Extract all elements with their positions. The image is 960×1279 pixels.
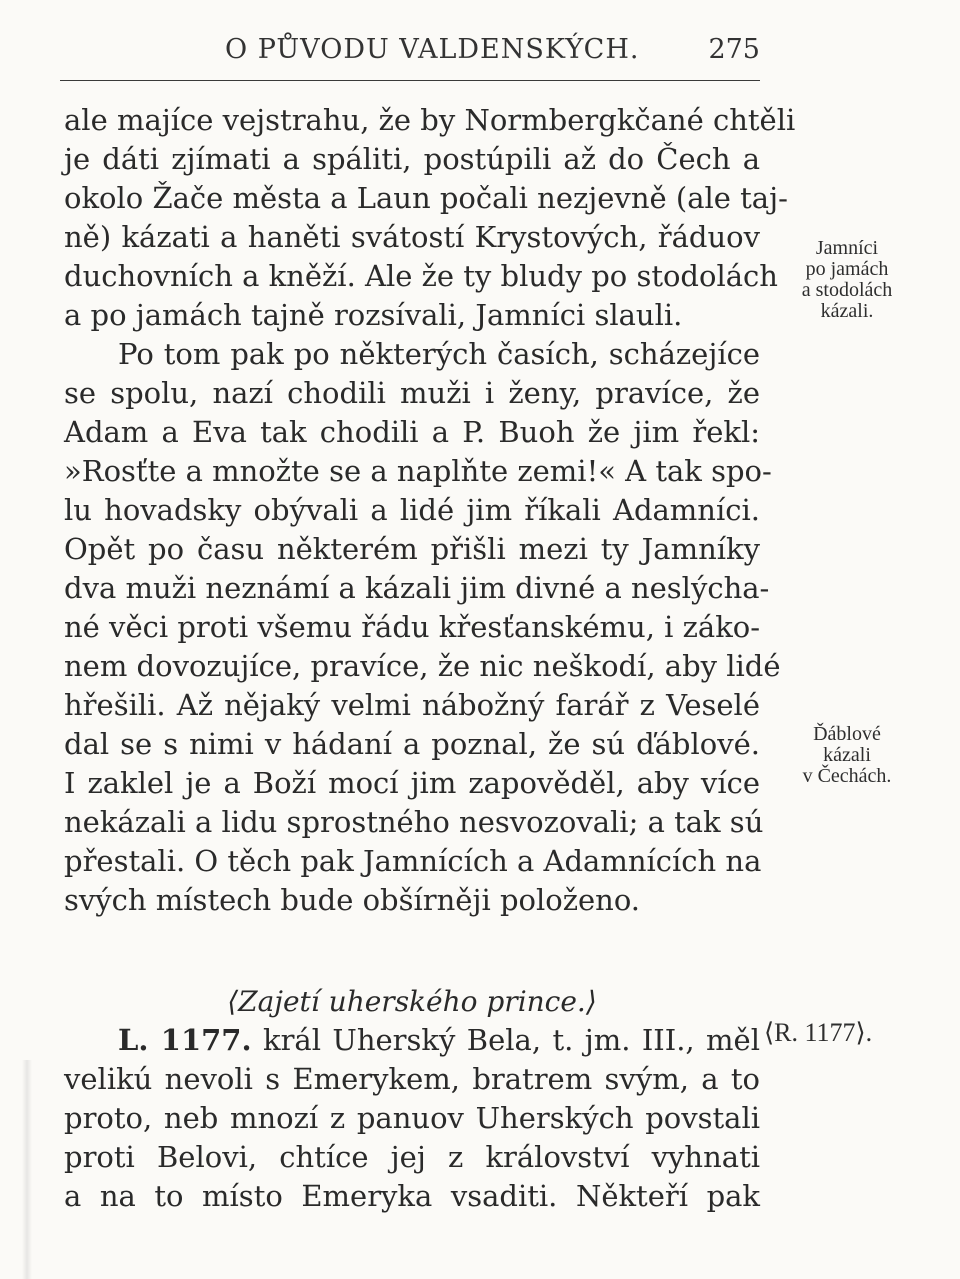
text-line: a po jamách tajně rozsívali, Jamníci slauli. xyxy=(64,298,683,332)
paragraph xyxy=(64,101,796,335)
margin-note-line: po jamách xyxy=(805,258,889,280)
text-line: Opět po času některém přišli mezi ty Jamníky xyxy=(64,532,760,566)
body-text xyxy=(64,101,796,1216)
margin-note-line: kázali. xyxy=(820,300,874,322)
text-line: nem dovozujíce, pravíce, že nic neškodí, aby lidé xyxy=(64,649,781,683)
text-line: okolo Žače města a Laun počali nezjevně (ale taj- xyxy=(64,181,788,215)
margin-note-dablove xyxy=(772,724,922,787)
text-line: Adam a Eva tak chodili a P. Buoh že jim řekl: xyxy=(64,415,760,449)
text-line: Po tom pak po některých časích, scházejíce xyxy=(118,337,760,371)
text-line: ale majíce vejstrahu, že by Normbergkčané chtěli xyxy=(64,103,796,137)
text-line: proto, neb mnozí z panuov Uherských povstali xyxy=(64,1101,760,1135)
text-line: proti Belovi, chtíce jej z království vyhnati xyxy=(64,1140,760,1174)
text-line: je dáti zjímati a spáliti, postúpili až do Čech a xyxy=(64,142,760,176)
text-line: přestali. O těch pak Jamnících a Adamnících na xyxy=(64,844,762,878)
text-line: hřešili. Až nějaký velmi nábožný farář z Veselé xyxy=(64,688,760,722)
section-heading: ⟨Zajetí uherského prince.⟩ xyxy=(227,985,597,1018)
scan-edge-shadow xyxy=(22,1060,32,1279)
page-number: 275 xyxy=(708,34,760,65)
header-title: O PŮVODU VALDENSKÝCH. xyxy=(225,34,640,65)
text-line: se spolu, nazí chodili muži i ženy, pravíce, že xyxy=(64,376,760,410)
text-line: dal se s nimi v hádaní a poznal, že sú ďáblové. xyxy=(64,727,760,761)
text-line: lu hovadsky obývali a lidé jim říkali Adamníci. xyxy=(64,493,760,527)
margin-note-line: kázali xyxy=(823,744,871,766)
text-line: I zaklel je a Boží mocí jim zapověděl, aby více xyxy=(64,766,760,800)
text-line: »Rosťte a množte se a naplňte zemi!« A tak spo- xyxy=(64,454,772,488)
text-line: ně) kázati a haněti svátostí Krystových, řáduov xyxy=(64,220,760,254)
margin-note-line: v Čechách. xyxy=(802,765,892,787)
text-line xyxy=(64,1021,760,1060)
text-line: duchovních a kněží. Ale že ty bludy po stodolách xyxy=(64,259,778,293)
margin-note-line: a stodolách xyxy=(801,279,893,301)
text-line: velikú nevoli s Emerykem, bratrem svým, a to xyxy=(64,1062,760,1096)
text-line: dva muži neznámí a kázali jim divné a neslýcha- xyxy=(64,571,770,605)
text-span: král Uherský Bela, t. jm. III., měl xyxy=(263,1023,760,1057)
section-spacer xyxy=(64,920,760,982)
text-line: svých místech bude obšírněji položeno. xyxy=(64,883,640,917)
margin-note-line: Ďáblové xyxy=(813,723,881,745)
year-label: L. 1177. xyxy=(118,1023,252,1057)
text-line: nekázali a lidu sprostného nesvozovali; a tak sú xyxy=(64,805,764,839)
margin-note-jamnici xyxy=(772,238,922,322)
text-line: né věci proti všemu řádu křesťanskému, i záko- xyxy=(64,610,761,644)
paragraph xyxy=(64,1021,760,1216)
running-header xyxy=(60,24,760,81)
paragraph xyxy=(64,335,781,920)
margin-note-line: Jamníci xyxy=(815,237,879,259)
text-line: a na to místo Emeryka vsaditi. Někteří pak xyxy=(64,1179,760,1213)
margin-year-reference: ⟨R. 1177⟩. xyxy=(764,1018,873,1047)
